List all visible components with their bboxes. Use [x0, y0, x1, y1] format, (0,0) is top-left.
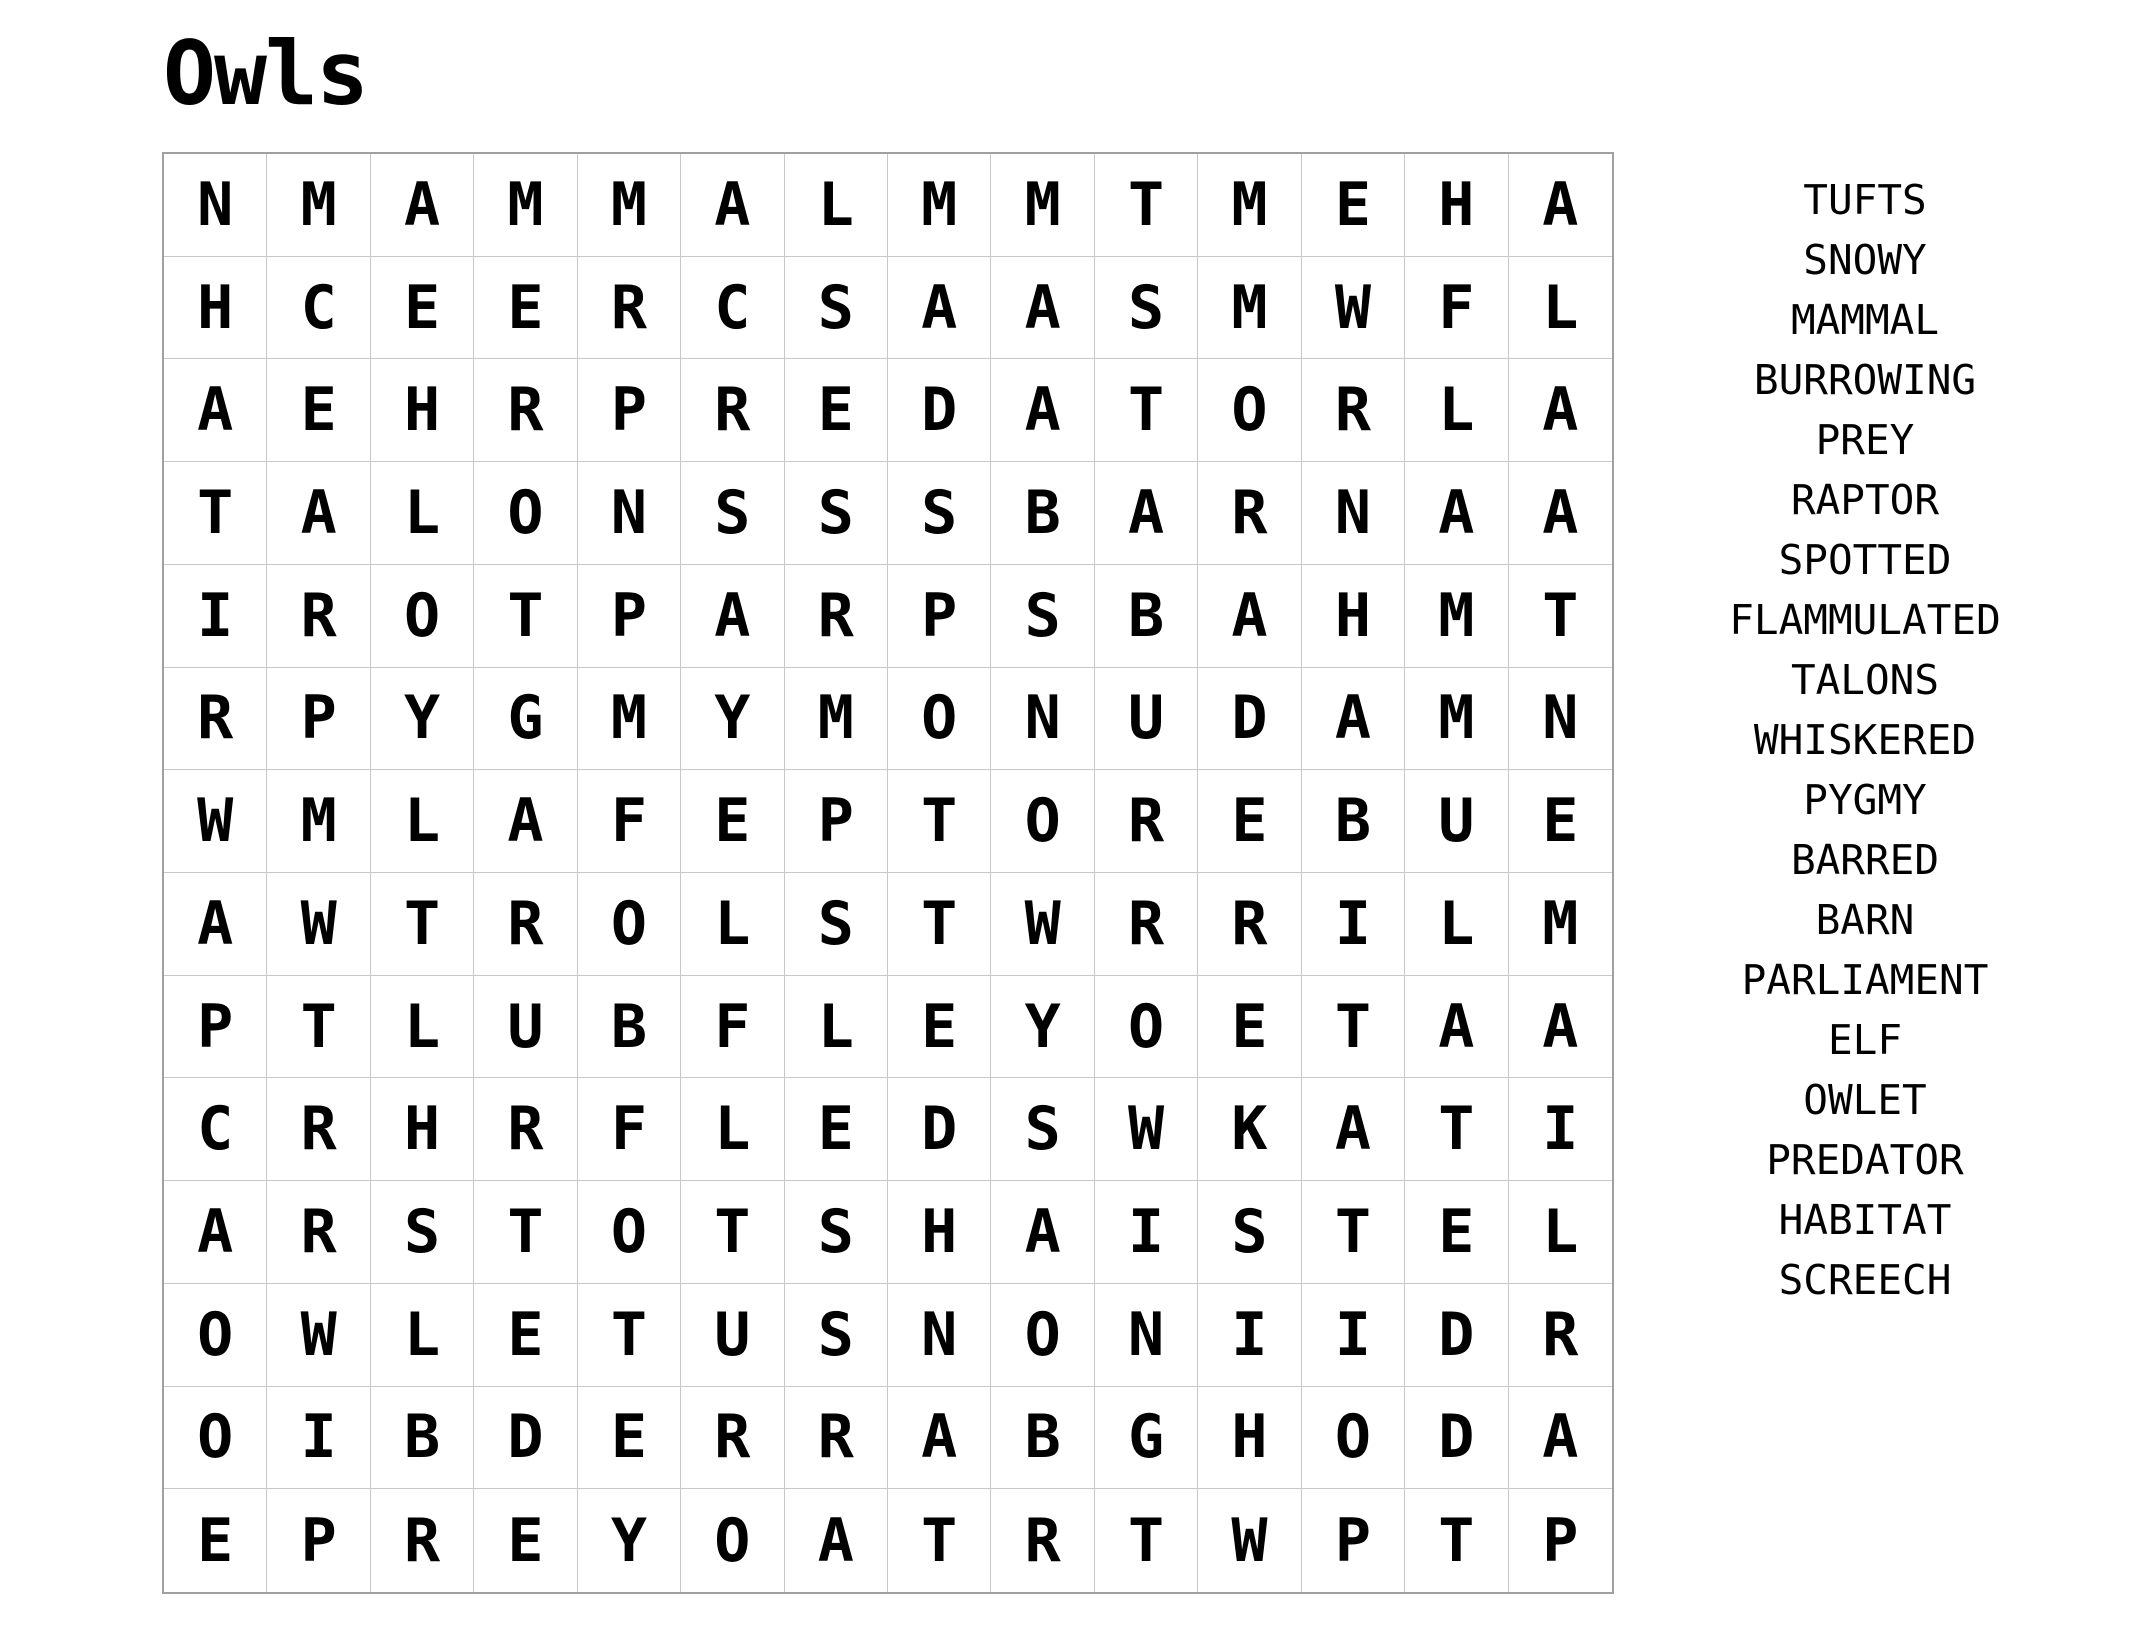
grid-cell[interactable]: E	[578, 1387, 681, 1490]
grid-cell[interactable]: R	[1509, 1284, 1612, 1387]
grid-cell[interactable]: M	[1198, 154, 1301, 257]
grid-cell[interactable]: T	[888, 770, 991, 873]
word-list-item: BARRED	[1790, 836, 1940, 884]
grid-cell[interactable]: P	[578, 359, 681, 462]
grid-cell[interactable]: I	[267, 1387, 370, 1490]
grid-cell[interactable]: A	[785, 1489, 888, 1592]
grid-cell[interactable]: M	[785, 668, 888, 771]
grid-cell[interactable]: Y	[578, 1489, 681, 1592]
grid-cell[interactable]: M	[991, 154, 1094, 257]
grid-cell[interactable]: O	[164, 1284, 267, 1387]
grid-cell[interactable]: E	[1509, 770, 1612, 873]
grid-cell[interactable]: C	[681, 257, 784, 360]
grid-cell[interactable]: S	[785, 1181, 888, 1284]
grid-cell[interactable]: M	[1198, 257, 1301, 360]
grid-cell[interactable]: I	[1509, 1078, 1612, 1181]
grid-cell[interactable]: A	[991, 257, 1094, 360]
grid-cell[interactable]: R	[785, 565, 888, 668]
word-list-item: PREDATOR	[1766, 1136, 1964, 1184]
grid-cell[interactable]: D	[1405, 1284, 1508, 1387]
grid-cell[interactable]: L	[1405, 873, 1508, 976]
grid-cell[interactable]: A	[888, 1387, 991, 1490]
grid-cell[interactable]: P	[1302, 1489, 1405, 1592]
grid-cell[interactable]: E	[164, 1489, 267, 1592]
grid-cell[interactable]: E	[371, 257, 474, 360]
grid-cell[interactable]: B	[1095, 565, 1198, 668]
grid-cell[interactable]: W	[1198, 1489, 1301, 1592]
grid-cell[interactable]: O	[578, 1181, 681, 1284]
grid-cell[interactable]: T	[474, 565, 577, 668]
grid-cell[interactable]: A	[1405, 976, 1508, 1079]
grid-cell[interactable]: I	[1095, 1181, 1198, 1284]
word-list-item: RAPTOR	[1790, 476, 1940, 524]
grid-cell[interactable]: N	[1509, 668, 1612, 771]
grid-cell[interactable]: T	[474, 1181, 577, 1284]
grid-cell[interactable]: L	[371, 770, 474, 873]
grid-cell[interactable]: Y	[991, 976, 1094, 1079]
grid-cell[interactable]: R	[1095, 873, 1198, 976]
grid-cell[interactable]: T	[1302, 1181, 1405, 1284]
grid-cell[interactable]: P	[267, 668, 370, 771]
grid-cell[interactable]: A	[991, 1181, 1094, 1284]
grid-cell[interactable]: A	[1509, 1387, 1612, 1490]
grid-cell[interactable]: A	[164, 873, 267, 976]
grid-cell[interactable]: T	[1095, 154, 1198, 257]
grid-cell[interactable]: D	[474, 1387, 577, 1490]
grid-cell[interactable]: E	[1302, 154, 1405, 257]
grid-cell[interactable]: N	[1095, 1284, 1198, 1387]
grid-cell[interactable]: R	[267, 565, 370, 668]
grid-cell[interactable]: A	[371, 154, 474, 257]
word-list-item: BURROWING	[1753, 356, 1977, 404]
grid-cell[interactable]: B	[991, 462, 1094, 565]
grid-cell[interactable]: F	[1405, 257, 1508, 360]
grid-cell[interactable]: K	[1198, 1078, 1301, 1181]
grid-cell[interactable]: A	[991, 359, 1094, 462]
grid-cell[interactable]: W	[1302, 257, 1405, 360]
grid-cell[interactable]: B	[1302, 770, 1405, 873]
word-list-item: HABITAT	[1778, 1196, 1952, 1244]
grid-cell[interactable]: E	[1405, 1181, 1508, 1284]
word-list-item: SPOTTED	[1778, 536, 1952, 584]
grid-cell[interactable]: A	[1095, 462, 1198, 565]
word-list-item: TALONS	[1790, 656, 1940, 704]
word-list-item: PARLIAMENT	[1741, 956, 1989, 1004]
grid-cell[interactable]: R	[164, 668, 267, 771]
grid-cell[interactable]: S	[785, 462, 888, 565]
grid-cell[interactable]: R	[1198, 462, 1301, 565]
grid-cell[interactable]: O	[578, 873, 681, 976]
grid-cell[interactable]: L	[371, 1284, 474, 1387]
grid-cell[interactable]: O	[1302, 1387, 1405, 1490]
grid-cell[interactable]: I	[1302, 873, 1405, 976]
grid-cell[interactable]: I	[1198, 1284, 1301, 1387]
grid-cell[interactable]: W	[991, 873, 1094, 976]
grid-cell[interactable]: T	[888, 873, 991, 976]
grid-cell[interactable]: M	[267, 154, 370, 257]
grid-cell[interactable]: T	[1302, 976, 1405, 1079]
grid-cell[interactable]: T	[1405, 1078, 1508, 1181]
grid-cell[interactable]: R	[681, 359, 784, 462]
grid-cell[interactable]: R	[1198, 873, 1301, 976]
grid-cell[interactable]: A	[1302, 1078, 1405, 1181]
grid-cell[interactable]: T	[1509, 565, 1612, 668]
grid-cell[interactable]: A	[1405, 462, 1508, 565]
grid-cell[interactable]: G	[474, 668, 577, 771]
grid-cell[interactable]: S	[371, 1181, 474, 1284]
grid-cell[interactable]: R	[1302, 359, 1405, 462]
grid-cell[interactable]: A	[1302, 668, 1405, 771]
word-list-item: WHISKERED	[1753, 716, 1977, 764]
grid-cell[interactable]: P	[785, 770, 888, 873]
grid-cell[interactable]: N	[888, 1284, 991, 1387]
grid-cell[interactable]: A	[1509, 462, 1612, 565]
grid-cell[interactable]: L	[1509, 257, 1612, 360]
word-list-item: SCREECH	[1778, 1256, 1952, 1304]
grid-cell[interactable]: T	[1095, 1489, 1198, 1592]
grid-cell[interactable]: O	[371, 565, 474, 668]
grid-cell[interactable]: T	[267, 976, 370, 1079]
grid-cell[interactable]: T	[164, 462, 267, 565]
grid-cell[interactable]: R	[371, 1489, 474, 1592]
grid-cell[interactable]: D	[888, 359, 991, 462]
grid-cell[interactable]: P	[164, 976, 267, 1079]
grid-cell[interactable]: A	[1509, 976, 1612, 1079]
grid-cell[interactable]: A	[1198, 565, 1301, 668]
grid-cell[interactable]: U	[1095, 668, 1198, 771]
grid-cell[interactable]: R	[474, 1078, 577, 1181]
grid-cell[interactable]: L	[785, 154, 888, 257]
grid-cell[interactable]: M	[578, 668, 681, 771]
grid-cell[interactable]: S	[1198, 1181, 1301, 1284]
grid-cell[interactable]: B	[991, 1387, 1094, 1490]
grid-cell[interactable]: S	[785, 257, 888, 360]
word-list-item: PREY	[1815, 416, 1915, 464]
grid-cell[interactable]: T	[1095, 359, 1198, 462]
grid-cell[interactable]: U	[681, 1284, 784, 1387]
grid-cell[interactable]: L	[1405, 359, 1508, 462]
grid-cell[interactable]: M	[267, 770, 370, 873]
grid-cell[interactable]: M	[1405, 565, 1508, 668]
grid-cell[interactable]: M	[1509, 873, 1612, 976]
puzzle-title: Owls	[163, 22, 367, 125]
grid-cell[interactable]: R	[681, 1387, 784, 1490]
grid-cell[interactable]: Y	[371, 668, 474, 771]
grid-cell[interactable]: G	[1095, 1387, 1198, 1490]
grid-cell[interactable]: O	[681, 1489, 784, 1592]
grid-cell[interactable]: B	[371, 1387, 474, 1490]
grid-cell[interactable]: T	[578, 1284, 681, 1387]
grid-cell[interactable]: T	[371, 873, 474, 976]
grid-cell[interactable]: E	[681, 770, 784, 873]
grid-cell[interactable]: A	[888, 257, 991, 360]
grid-cell[interactable]: E	[474, 1489, 577, 1592]
grid-cell[interactable]: R	[1095, 770, 1198, 873]
grid-cell[interactable]: N	[991, 668, 1094, 771]
grid-cell[interactable]: M	[578, 154, 681, 257]
grid-cell[interactable]: R	[991, 1489, 1094, 1592]
grid-cell[interactable]: E	[1198, 976, 1301, 1079]
grid-cell[interactable]: F	[578, 770, 681, 873]
grid-cell[interactable]: D	[1198, 668, 1301, 771]
grid-cell[interactable]: S	[991, 1078, 1094, 1181]
grid-cell[interactable]: H	[164, 257, 267, 360]
grid-cell[interactable]: S	[888, 462, 991, 565]
grid-cell[interactable]: O	[1198, 359, 1301, 462]
word-list-item: FLAMMULATED	[1729, 596, 2001, 644]
word-list-item: BARN	[1815, 896, 1915, 944]
word-list-item: ELF	[1827, 1016, 1903, 1064]
grid-cell[interactable]: W	[1095, 1078, 1198, 1181]
grid-cell[interactable]: H	[888, 1181, 991, 1284]
grid-cell[interactable]: O	[164, 1387, 267, 1490]
grid-cell[interactable]: P	[267, 1489, 370, 1592]
grid-cell[interactable]: T	[681, 1181, 784, 1284]
grid-cell[interactable]: E	[267, 359, 370, 462]
grid-cell[interactable]: N	[578, 462, 681, 565]
word-list-item: SNOWY	[1803, 236, 1927, 284]
grid-cell[interactable]: M	[474, 154, 577, 257]
grid-cell[interactable]: E	[1198, 770, 1301, 873]
grid-cell[interactable]: N	[164, 154, 267, 257]
grid-cell[interactable]: O	[991, 1284, 1094, 1387]
grid-cell[interactable]: T	[888, 1489, 991, 1592]
word-list-item: MAMMAL	[1790, 296, 1940, 344]
grid-cell[interactable]: L	[681, 873, 784, 976]
grid-cell[interactable]: W	[267, 1284, 370, 1387]
letter-grid	[162, 152, 1614, 1594]
grid-cell[interactable]: C	[164, 1078, 267, 1181]
grid-cell[interactable]: C	[267, 257, 370, 360]
grid-cell[interactable]: P	[888, 565, 991, 668]
grid-cell[interactable]: S	[991, 565, 1094, 668]
grid-cell[interactable]: U	[1405, 770, 1508, 873]
grid-cell[interactable]: R	[785, 1387, 888, 1490]
grid-cell[interactable]: A	[164, 1181, 267, 1284]
grid-cell[interactable]: S	[785, 873, 888, 976]
grid-cell[interactable]: B	[578, 976, 681, 1079]
grid-cell[interactable]: S	[681, 462, 784, 565]
grid-cell[interactable]: F	[578, 1078, 681, 1181]
grid-cell[interactable]: H	[1302, 565, 1405, 668]
grid-cell[interactable]: L	[785, 976, 888, 1079]
grid-cell[interactable]: T	[1405, 1489, 1508, 1592]
grid-cell[interactable]: E	[785, 359, 888, 462]
grid-cell[interactable]: I	[1302, 1284, 1405, 1387]
grid-cell[interactable]: A	[164, 359, 267, 462]
grid-cell[interactable]: W	[267, 873, 370, 976]
grid-cell[interactable]: R	[578, 257, 681, 360]
grid-cell[interactable]: N	[1302, 462, 1405, 565]
grid-cell[interactable]: A	[681, 154, 784, 257]
grid-cell[interactable]: H	[371, 359, 474, 462]
word-list	[1700, 170, 2030, 1310]
grid-cell[interactable]: U	[474, 976, 577, 1079]
grid-cell[interactable]: M	[888, 154, 991, 257]
grid-cell[interactable]: S	[785, 1284, 888, 1387]
grid-cell[interactable]: E	[785, 1078, 888, 1181]
word-list-item: PYGMY	[1803, 776, 1927, 824]
grid-cell[interactable]: P	[1542, 1505, 1579, 1576]
grid-cell[interactable]: S	[1095, 257, 1198, 360]
word-list-item: TUFTS	[1803, 176, 1927, 224]
grid-cell[interactable]: W	[164, 770, 267, 873]
grid-cell[interactable]: H	[371, 1078, 474, 1181]
grid-cell[interactable]: L	[371, 462, 474, 565]
grid-cell[interactable]: E	[888, 976, 991, 1079]
grid-cell[interactable]: O	[991, 770, 1094, 873]
grid-cell[interactable]: O	[888, 668, 991, 771]
grid-cell[interactable]: H	[1405, 154, 1508, 257]
grid-cell[interactable]: R	[267, 1078, 370, 1181]
grid-cell[interactable]: Y	[681, 668, 784, 771]
grid-cell[interactable]: R	[474, 873, 577, 976]
grid-cell[interactable]: L	[681, 1078, 784, 1181]
grid-cell[interactable]: H	[1198, 1387, 1301, 1490]
grid-cell[interactable]: E	[474, 1284, 577, 1387]
grid-cell[interactable]: A	[474, 770, 577, 873]
grid-cell[interactable]: M	[1405, 668, 1508, 771]
grid-cell[interactable]: A	[681, 565, 784, 668]
grid-cell[interactable]: E	[474, 257, 577, 360]
word-list-item: OWLET	[1803, 1076, 1927, 1124]
grid-cell[interactable]: D	[1405, 1387, 1508, 1490]
grid-cell[interactable]: A	[1509, 359, 1612, 462]
grid-cell[interactable]: O	[1095, 976, 1198, 1079]
grid-cell[interactable]: L	[1509, 1181, 1612, 1284]
grid-cell[interactable]: P	[578, 565, 681, 668]
grid-cell[interactable]: I	[164, 565, 267, 668]
grid-cell[interactable]: O	[474, 462, 577, 565]
grid-cell[interactable]: D	[888, 1078, 991, 1181]
grid-cell[interactable]: L	[371, 976, 474, 1079]
grid-cell[interactable]: A	[1509, 154, 1612, 257]
grid-cell[interactable]: A	[267, 462, 370, 565]
grid-cell[interactable]: R	[474, 359, 577, 462]
grid-cell[interactable]: F	[681, 976, 784, 1079]
grid-cell[interactable]: R	[267, 1181, 370, 1284]
